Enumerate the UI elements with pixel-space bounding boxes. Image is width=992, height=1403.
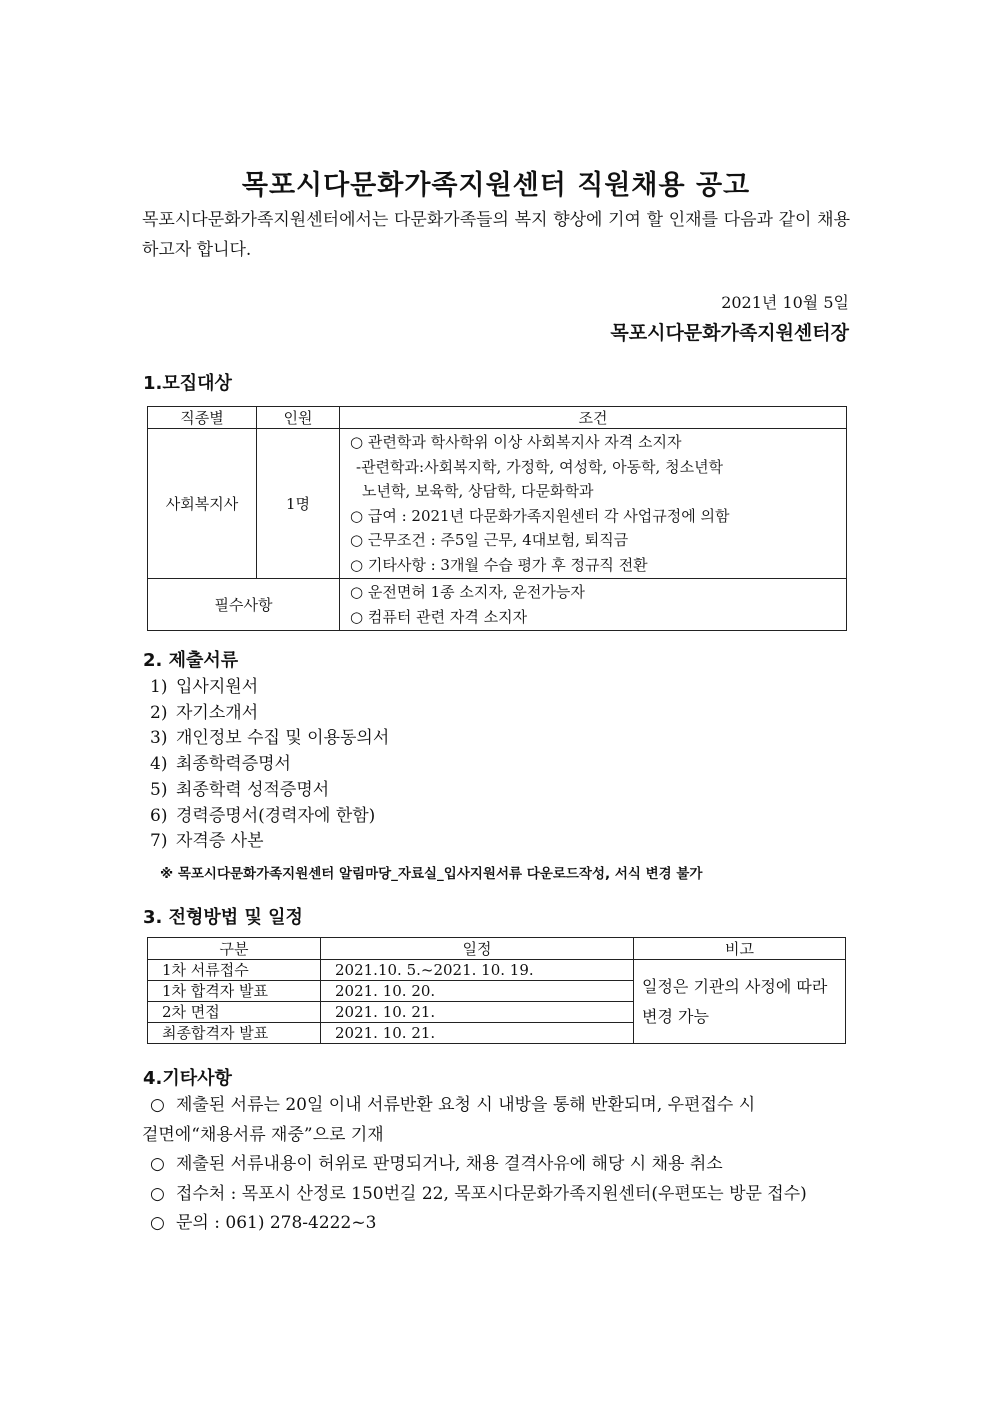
document-title: 목포시다문화가족지원센터 직원채용 공고 [241, 170, 751, 201]
condition-line: ○ 기타사항 : 3개월 수습 평가 후 정규직 전환 [350, 555, 648, 574]
required-cell [340, 579, 847, 631]
condition-line: ○ 급여 : 2021년 다문화가족지원센터 각 사업규정에 의함 [350, 506, 730, 525]
list-item: 5) 최종학력 성적증명서 [150, 779, 330, 800]
header-conditions: 조건 [340, 407, 847, 429]
stage-cell: 2차 면접 [148, 1002, 321, 1023]
condition-line: 노년학, 보육학, 상담학, 다문화학과 [362, 482, 594, 500]
list-item: 1) 입사지원서 [150, 677, 259, 697]
header-remarks: 비고 [634, 938, 846, 960]
list-item: 4) 최종학력증명서 [150, 754, 291, 775]
circle-bullet-icon: ○ [150, 1154, 165, 1174]
list-item: 2) 자기소개서 [150, 702, 259, 723]
condition-line: ○ 근무조건 : 주5일 근무, 4대보험, 퇴직금 [350, 531, 629, 549]
stage-cell: 1차 서류접수 [148, 960, 321, 981]
schedule-table [147, 937, 846, 1044]
list-item: ○ 제출된 서류내용이 허위로 판명되거나, 채용 결격사유에 해당 시 채용 취소 [150, 1150, 850, 1180]
documents-list [150, 675, 389, 855]
section3-heading: 3. 전형방법 및 일정 [143, 907, 303, 928]
circle-bullet-icon: ○ [150, 1095, 165, 1115]
list-item: 3) 개인정보 수집 및 이용동의서 [150, 728, 390, 749]
header-count: 인원 [257, 407, 340, 429]
list-item: 6) 경력증명서(경력자에 한함) [150, 805, 376, 826]
recruitment-table [147, 406, 847, 631]
schedule-cell: 2021. 10. 21. [321, 1002, 634, 1023]
table-row [148, 960, 846, 981]
signer: 목포시다문화가족지원센터장 [610, 322, 849, 344]
condition-line: ○ 관련학과 학사학위 이상 사회복지사 자격 소지자 [350, 433, 682, 451]
conditions-cell [340, 429, 847, 579]
list-item: ○ 제출된 서류는 20일 이내 서류반환 요청 시 내방을 통해 반환되며, 우편접수 시 [150, 1091, 850, 1121]
section4-heading: 4.기타사항 [143, 1068, 232, 1089]
required-line: ○ 컴퓨터 관련 자격 소지자 [350, 607, 528, 626]
header-job: 직종별 [148, 407, 257, 429]
list-item-continuation: 겉면에“채용서류 재중”으로 기재 [142, 1124, 384, 1145]
circle-bullet-icon: ○ [150, 1213, 165, 1233]
remarks-cell: 일정은 기관의 사정에 따라 변경 가능 [634, 960, 846, 1044]
stage-cell: 최종합격자 발표 [148, 1023, 321, 1044]
job-cell: 사회복지사 [148, 429, 257, 579]
header-stage: 구분 [148, 938, 321, 960]
circle-bullet-icon: ○ [150, 1183, 165, 1204]
announcement-date: 2021년 10월 5일 [721, 293, 849, 312]
section2-heading: 2. 제출서류 [143, 650, 239, 671]
list-item: ○ 접수처 : 목포시 산정로 150번길 22, 목포시다문화가족지원센터(우편또는 방문 접수) [150, 1180, 850, 1210]
header-schedule: 일정 [321, 938, 634, 960]
count-cell: 1명 [257, 429, 340, 579]
misc-list [142, 1091, 850, 1239]
download-note: ※ 목포시다문화가족지원센터 알림마당_자료실_입사지원서류 다운로드작성, 서식 변경 불가 [160, 866, 703, 882]
section1-heading: 1.모집대상 [143, 373, 232, 394]
condition-line: -관련학과:사회복지학, 가정학, 여성학, 아동학, 청소년학 [356, 457, 724, 476]
table-row [148, 429, 847, 579]
required-label: 필수사항 [148, 579, 340, 631]
stage-cell: 1차 합격자 발표 [148, 981, 321, 1002]
intro-paragraph: 목포시다문화가족지원센터에서는 다문화가족들의 복지 향상에 기여 할 인재를 다음과 같이 채용하고자 합니다. [142, 210, 850, 260]
schedule-cell: 2021. 10. 21. [321, 1023, 634, 1044]
schedule-cell: 2021.10. 5.~2021. 10. 19. [321, 960, 634, 981]
schedule-cell: 2021. 10. 20. [321, 981, 634, 1002]
table-header-row [148, 938, 846, 960]
list-item: 7) 자격증 사본 [150, 831, 264, 852]
table-header-row [148, 407, 847, 429]
list-item: ○ 문의 : 061) 278-4222~3 [150, 1209, 850, 1239]
table-row [148, 579, 847, 631]
required-line: ○ 운전면허 1종 소지자, 운전가능자 [350, 583, 585, 601]
